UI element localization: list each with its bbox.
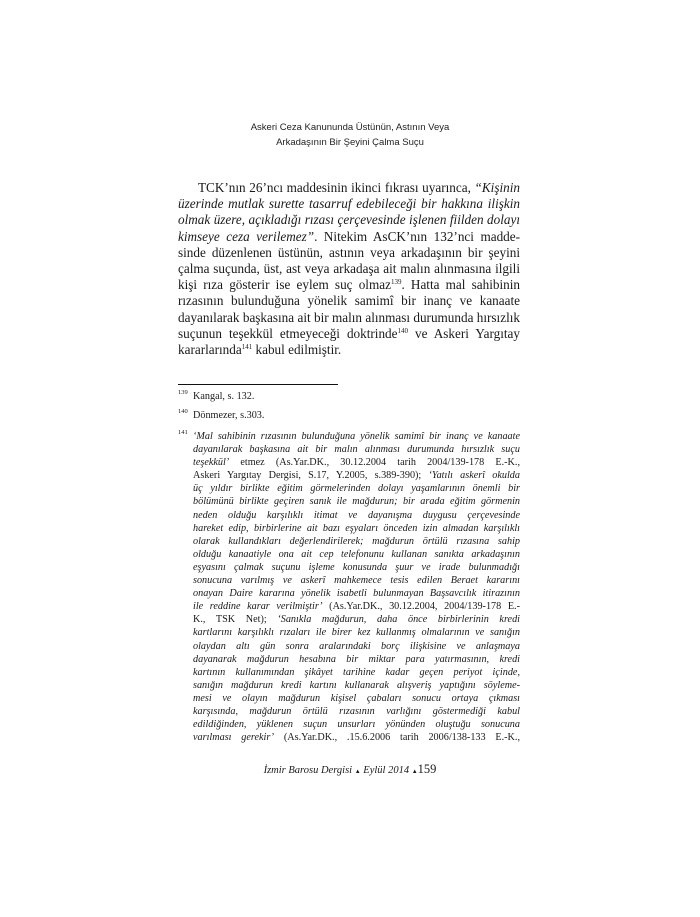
running-header-line-2: Arkadaşının Bir Şeyini Çalma Suçu [276,137,424,148]
text-line [193,692,520,705]
text-line [193,613,520,626]
text-segment: (As.Yar.DK., 30.12.2004, 2004/139-178 E.- [322,601,520,613]
text-line [193,600,520,613]
footnote-separator [178,384,338,385]
text-segment: ‘Sanıkla mağdurun, daha önce birbirlerinin kredi [277,614,520,626]
footnote-number: 139 [178,389,188,396]
text-line [193,456,520,469]
text-segment: kimseye ceza verilemez” [178,228,315,244]
text-segment: kabul edilmiştir. [252,341,342,357]
text-segment: dayanarak mağdurun hesabına bir miktar para yatırmasının, kredi [193,653,520,665]
footnote-141 [178,430,520,744]
page-number: 159 [417,762,437,776]
separator-icon: ▲ [411,769,418,775]
text-line [193,705,520,718]
text-line [193,666,520,679]
text-segment: ‘Mal sahibinin rızasının bulunduğuna yönelik samimî bir inanç ve kanaate [193,431,520,442]
text-segment: dayanılarak başkasına ait bir malın alınması durumunda hırsızlık suçu [193,444,520,456]
text-segment: bölümünü birlikte geçiren sanık ile mağdurun; bir arada eğitim görmenin [193,496,520,508]
text-line [193,718,520,731]
text-segment: edildiğinden, yüklenen suçun unsurları yönünden oluştuğu sonucuna [193,719,520,731]
separator-icon: ▲ [354,769,361,775]
text-segment: K., TSK Net); [193,614,278,626]
text-line [178,277,520,293]
text-segment: Askeri Yargıtay Dergisi, S.17, Y.2005, s.389-390); [193,470,429,482]
text-segment: onayan Daire kararına yönelik isabetli bulunmayan Başsavcılık itirazının [193,588,520,600]
text-segment: ve Askeri Yargıtay [408,325,520,341]
text-line [193,731,520,744]
text-segment: üzerinde mutlak surette tasarruf edebileceği bir hakkına ilişkin [178,196,520,212]
text-segment: olarak kullandıkları değerlendirilerek; mağdurun örtülü rızasına sahip [193,535,520,547]
text-segment: sanığın mağdurun kredi kartını kullanarak alışveriş yaptığını söyleme- [193,679,520,691]
text-line [193,495,520,508]
text-segment: kartlarını karşılıklı rızaları ile birer kez kullanmış olmalarının ve sanığın [193,627,520,639]
text-line [178,245,520,261]
footnote-text [193,409,520,422]
text-segment: kartının kullanımından şikâyet tarihine kadar geçen periyot içinde, [193,666,520,678]
text-line [178,212,520,228]
text-line [178,342,520,358]
text-line [193,653,520,666]
text-line [193,679,520,692]
text-line [178,180,520,196]
text-line [193,443,520,456]
text-line [193,548,520,561]
text-segment: Dönmezer, s.303. [193,410,265,421]
text-line [193,469,520,482]
text-line [193,535,520,548]
text-segment: çalma suçunda, üst, ast veya arkadaşa ait malın alınmasına ilgili [178,260,520,276]
text-segment: karşısında, mağdurun örtülü rızasının varlığını göstermediği kabul [193,705,520,717]
main-paragraph [178,180,520,358]
text-segment: üç yıldır birlikte eğitim görmelerinden dolayı yaşamlarının önemli bir [193,483,520,495]
footnote-number: 141 [178,429,188,436]
text-line [193,587,520,600]
text-segment: dayanılarak başkasına ait bir malın alınması durumunda hırsızlık [178,309,520,325]
text-segment: kişi rıza gösterir ise eylem suç olmaz [178,277,391,293]
page-footer [0,762,700,777]
text-line [193,482,520,495]
text-segment: “Kişinin [474,180,520,195]
text-line [178,326,520,342]
text-segment: teşekkül’ [193,457,230,469]
text-segment: Kangal, s. 132. [193,391,255,402]
text-line [193,561,520,574]
text-segment: sinde düzenlenen üstünün, astının veya arkadaşının bir şeyini [178,244,520,260]
text-segment: olaydan altı gün sonra aralarındaki borç ilişkisine ve anlaşmaya [193,640,520,652]
text-line [178,261,520,277]
text-line [193,390,520,403]
text-segment: sonucuna varılmış ve askerî mahkemece tesis edilen Beraet kararını [193,575,520,587]
text-segment: kararlarında [178,341,242,357]
text-segment: etmez (As.Yar.DK., 30.12.2004 tarih 2004/139-178 E.-K., [229,457,520,469]
footnote-139 [178,390,520,403]
running-header-line-1: Askeri Ceza Kanununda Üstünün, Astının Veya [250,122,450,133]
journal-name: İzmir Barosu Dergisi [263,765,353,776]
footnote-140 [178,409,520,422]
text-line [178,229,520,245]
text-line [178,293,520,309]
text-segment: (As.Yar.DK., .15.6.2006 tarih 2006/138-133 E.-K., [274,732,520,744]
text-line [193,509,520,522]
footnote-number: 140 [178,408,188,415]
text-segment: . Hatta mal sahibinin [401,277,520,293]
text-segment: eşyasını çalmak suçunu işleme konusunda şuur ve irade bulunmadığı [193,561,520,573]
text-line [193,574,520,587]
footnote-reference[interactable]: 141 [241,342,253,351]
text-segment: . Nitekim AsCK’nın 132’nci madde- [314,228,520,244]
text-segment: rızasının bulunduğuna yönelik samimî bir inanç ve kanaate [178,293,520,309]
text-line [178,310,520,326]
footnote-reference[interactable]: 139 [390,278,402,287]
text-segment: hareket edip, birbirlerine ait bazı eşyaları önceden izin almadan karşılıklı [193,522,520,534]
footnote-text [193,390,520,403]
text-segment: ile reddine karar verilmiştir’ [193,601,323,613]
text-line [193,522,520,535]
text-segment: olduğu kanaatiyle ona ait cep telefonunu kullanan sanıkta arkadaşının [193,548,520,560]
text-segment: ‘Yatılı askerî okulda [428,470,520,482]
text-line [193,626,520,639]
text-segment: varılması gerekir’ [193,732,275,744]
text-line [193,409,520,422]
text-line [193,430,520,443]
text-segment: neden olduğu karşılıklı itimat ve dayanışma duygusu çerçevesinde [193,509,520,521]
text-segment: mesi ve olayın mağdurun kişisel çabaları sonucu ortaya çıkması [193,692,520,704]
text-line [193,640,520,653]
footnote-reference[interactable]: 140 [397,326,409,335]
text-segment: TCK’nın 26’ncı maddesinin ikinci fıkrası uyarınca, [198,180,475,195]
text-line [178,196,520,212]
issue-date: Eylül 2014 [363,765,410,776]
footnote-text [193,430,520,744]
text-segment: olmak üzere, açıkladığı rızası çerçevesinde işlenen fiilden dolayı [178,212,520,228]
text-segment: suçunun teşekkül etmeyeceği doktrinde [178,325,398,341]
